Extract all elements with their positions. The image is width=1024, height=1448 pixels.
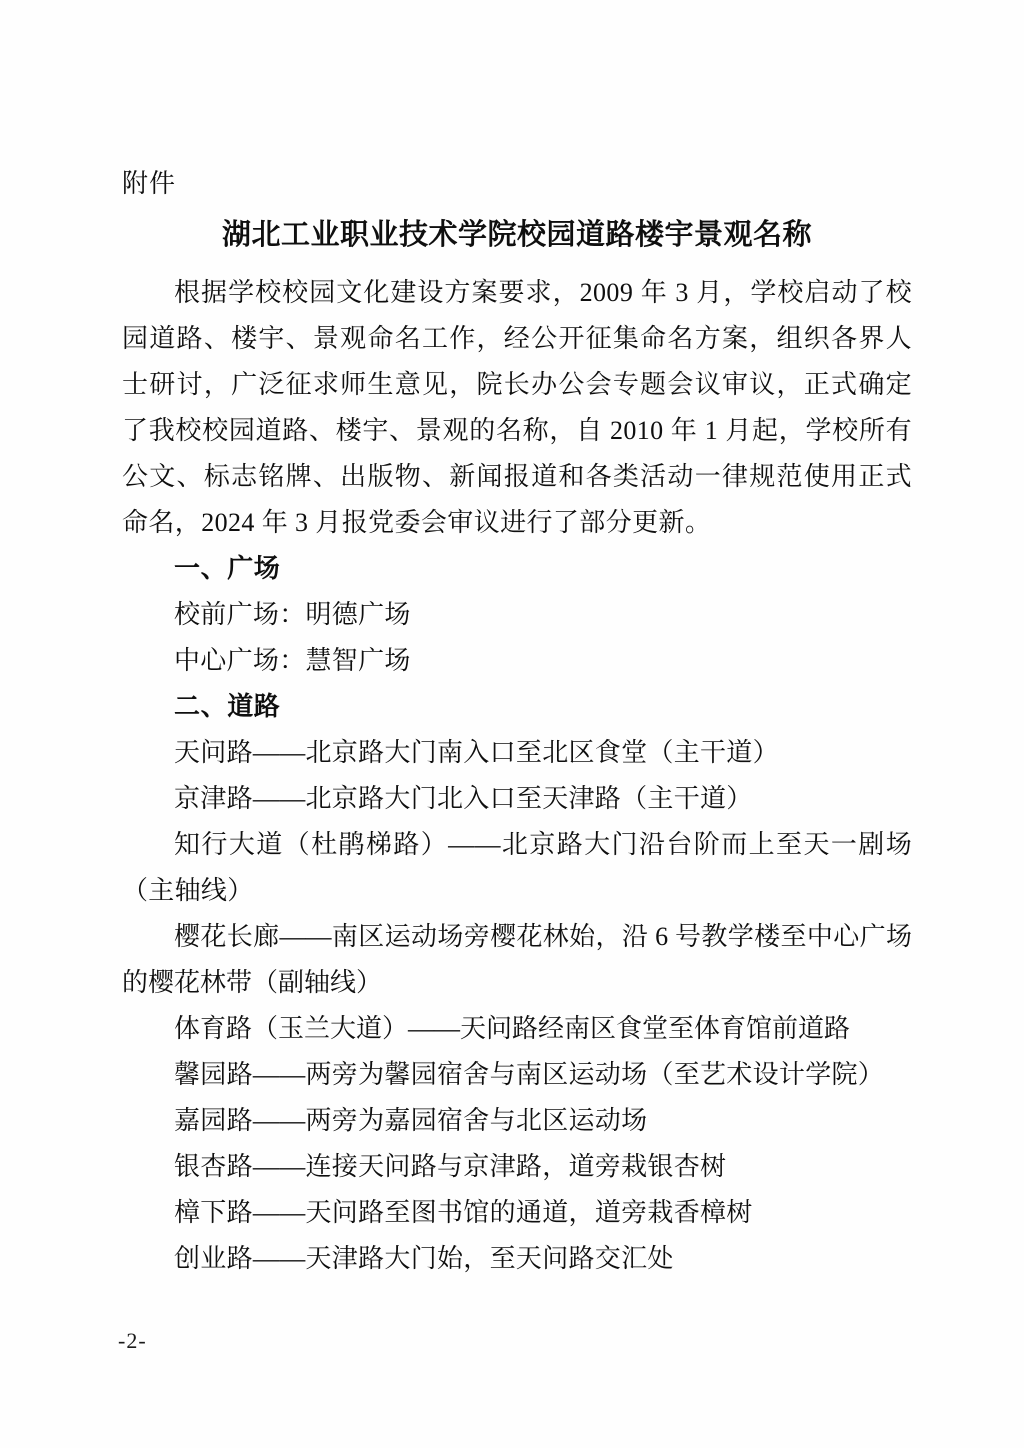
list-item: 银杏路——连接天问路与京津路，道旁栽银杏树 [174,1151,727,1181]
section-heading-roads: 二、道路 [174,691,281,721]
list-item: 天问路——北京路大门南入口至北区食堂（主干道） [174,737,779,767]
intro-paragraph: 根据学校校园文化建设方案要求，2009 年 3 月，学校启动了校园道路、楼宇、景观命名工作，经公开征集命名方案，组织各界人士研讨，广泛征求师生意见，院长办公会专题会议审议，正式确定了我校校园道路、楼宇、景观的名称，自 2010 年 1 月起，学校所有公文、标志铭牌、出版物、新闻报道和各类活动一律规范使用正式命名，2024 年 3 月报党委会审议进行了部分更新。 [122,277,912,537]
list-item: 樟下路——天问路至图书馆的通道，道旁栽香樟树 [174,1197,753,1227]
list-item: 体育路（玉兰大道）——天问路经南区食堂至体育馆前道路 [174,1013,851,1043]
section-heading-squares: 一、广场 [174,553,281,583]
list-item: 创业路——天津路大门始，至天问路交汇处 [174,1243,674,1273]
list-item: 京津路——北京路大门北入口至天津路（主干道） [174,783,753,813]
list-item: 中心广场：慧智广场 [174,645,411,675]
page-title: 湖北工业职业技术学院校园道路楼宇景观名称 [221,219,812,252]
attachment-label: 附件 [122,169,177,198]
document-body [122,168,912,1282]
page-number: -2- [118,1328,147,1353]
list-item: 嘉园路——两旁为嘉园宿舍与北区运动场 [174,1105,648,1135]
list-item: 馨园路——两旁为馨园宿舍与南区运动场（至艺术设计学院） [174,1059,885,1089]
list-item: 校前广场：明德广场 [174,599,411,629]
list-item: 知行大道（杜鹃梯路）——北京路大门沿台阶而上至天一剧场（主轴线） [122,829,912,905]
list-item: 樱花长廊——南区运动场旁樱花林始，沿 6 号教学楼至中心广场的樱花林带（副轴线） [122,921,912,997]
